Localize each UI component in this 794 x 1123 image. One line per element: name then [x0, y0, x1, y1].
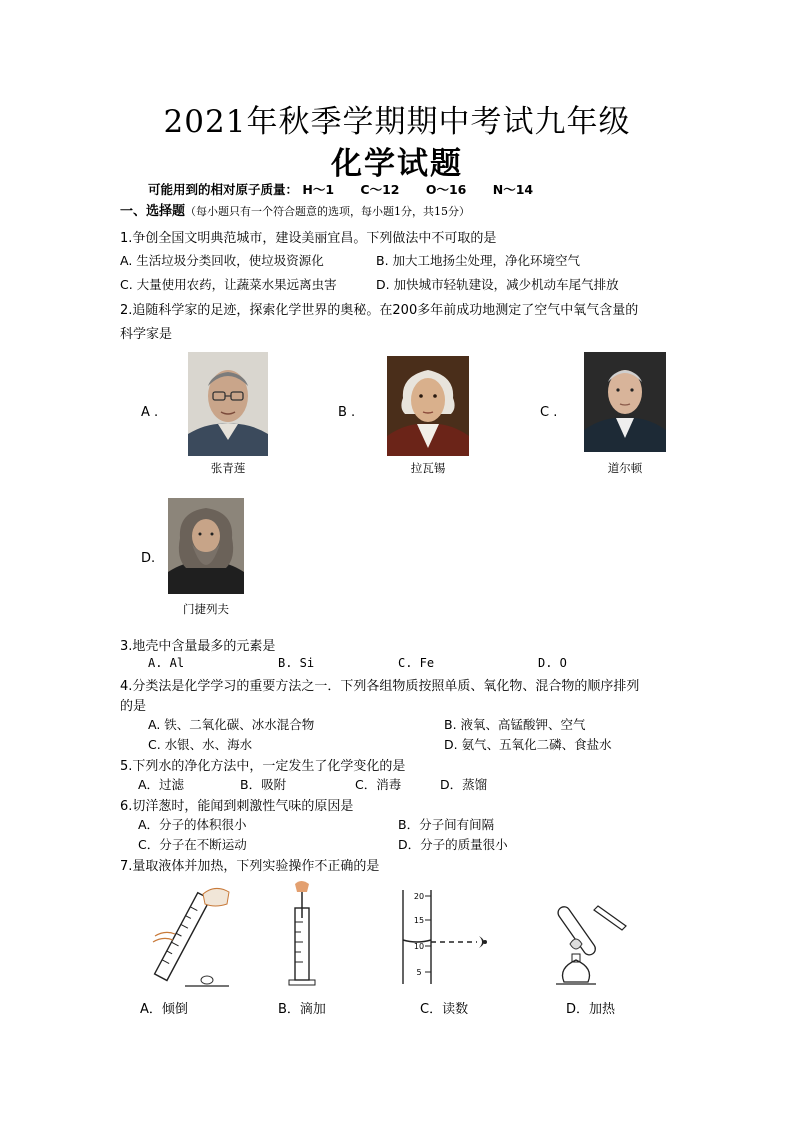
- figure-reading: [395, 886, 505, 986]
- atomic-mass-o: O～16: [425, 182, 467, 197]
- q5-option-c: C．消毒: [355, 777, 402, 792]
- atomic-mass-c: C～12: [360, 182, 400, 197]
- q2-stem-line2: 科学家是: [120, 327, 173, 342]
- q5-option-b: B．吸附: [240, 777, 287, 792]
- scale-tick-15: 15: [413, 916, 425, 925]
- q4-stem-line2: 的是: [120, 699, 147, 714]
- atomic-mass-line: [148, 180, 555, 198]
- q5-stem: 5.下列水的净化方法中，一定发生了化学变化的是: [120, 759, 406, 774]
- q7-label-c: C．读数: [420, 1002, 469, 1017]
- q1-option-c: C. 大量使用农药，让蔬菜水果远离虫害: [120, 277, 337, 292]
- q1-option-a: A. 生活垃圾分类回收，使垃圾资源化: [120, 253, 324, 268]
- q3-option-c: C. Fe: [398, 656, 435, 670]
- portrait-zhang-qinglian: [188, 352, 268, 456]
- scale-tick-5: 5: [416, 968, 422, 977]
- q2-stem-line1: 2.追随科学家的足迹，探索化学世界的奥秘。在200多年前成功地测定了空气中氧气含量的: [120, 303, 639, 318]
- q5-option-a: A．过滤: [138, 777, 185, 792]
- q6-stem: 6.切洋葱时，能闻到刺激性气味的原因是: [120, 799, 354, 814]
- q4-option-c: C. 水银、水、海水: [148, 737, 253, 752]
- q2-letter-d: D.: [141, 551, 156, 566]
- q2-letter-b: B .: [338, 405, 356, 420]
- atomic-mass-h: H～1: [302, 182, 335, 197]
- q1-option-d: D. 加快城市轻轨建设，减少机动车尾气排放: [376, 277, 619, 292]
- q2-letter-a: A .: [141, 405, 159, 420]
- q3-stem: 3.地壳中含量最多的元素是: [120, 639, 276, 654]
- scale-tick-20: 20: [413, 892, 425, 901]
- exam-subject: 化学试题: [331, 146, 463, 182]
- q3-option-a: A. Al: [148, 656, 185, 670]
- q1-stem: 1.争创全国文明典范城市，建设美丽宜昌。下列做法中不可取的是: [120, 231, 497, 246]
- q2-name-d: 门捷列夫: [183, 602, 229, 616]
- q7-label-b: B．滴加: [278, 1002, 326, 1017]
- q4-option-d: D. 氨气、五氧化二磷、食盐水: [444, 737, 612, 752]
- atomic-mass-label: 可能用到的相对原子质量：: [148, 182, 299, 197]
- q6-option-a: A．分子的体积很小: [138, 817, 247, 832]
- figure-heating: [548, 890, 638, 990]
- q7-label-a: A．倾倒: [140, 1002, 188, 1017]
- exam-title: 2021年秋季学期期中考试九年级: [163, 104, 631, 140]
- q6-option-d: D．分子的质量很小: [398, 837, 508, 852]
- q2-name-c: 道尔顿: [607, 461, 643, 475]
- portrait-dalton: [584, 352, 666, 452]
- q5-option-d: D．蒸馏: [440, 777, 488, 792]
- figure-dropping: [283, 878, 323, 993]
- figure-pouring: [145, 878, 245, 993]
- q7-label-d: D．加热: [566, 1002, 616, 1017]
- portrait-lavoisier: [387, 356, 469, 456]
- q4-stem-line1: 4.分类法是化学学习的重要方法之一．下列各组物质按照单质、氧化物、混合物的顺序排列: [120, 679, 640, 694]
- portrait-mendeleev: [168, 498, 244, 594]
- section-note: （每小题只有一个符合题意的选项，每小题1分，共15分）: [185, 205, 471, 218]
- q3-option-b: B. Si: [278, 656, 315, 670]
- section-label: 一、选择题: [120, 204, 186, 219]
- section-heading: [120, 200, 470, 219]
- q7-stem: 7.量取液体并加热，下列实验操作不正确的是: [120, 859, 380, 874]
- q2-name-a: 张青莲: [210, 461, 246, 475]
- q4-option-a: A. 铁、二氧化碳、冰水混合物: [148, 717, 315, 732]
- q1-option-b: B. 加大工地扬尘处理，净化环境空气: [376, 253, 581, 268]
- scale-tick-10: 10: [413, 942, 425, 951]
- q2-name-b: 拉瓦锡: [410, 461, 446, 475]
- q2-letter-c: C .: [540, 405, 558, 420]
- q3-option-d: D. O: [538, 656, 567, 670]
- atomic-mass-n: N～14: [492, 182, 534, 197]
- q4-option-b: B. 液氧、高锰酸钾、空气: [444, 717, 586, 732]
- q6-option-c: C．分子在不断运动: [138, 837, 247, 852]
- q6-option-b: B．分子间有间隔: [398, 817, 495, 832]
